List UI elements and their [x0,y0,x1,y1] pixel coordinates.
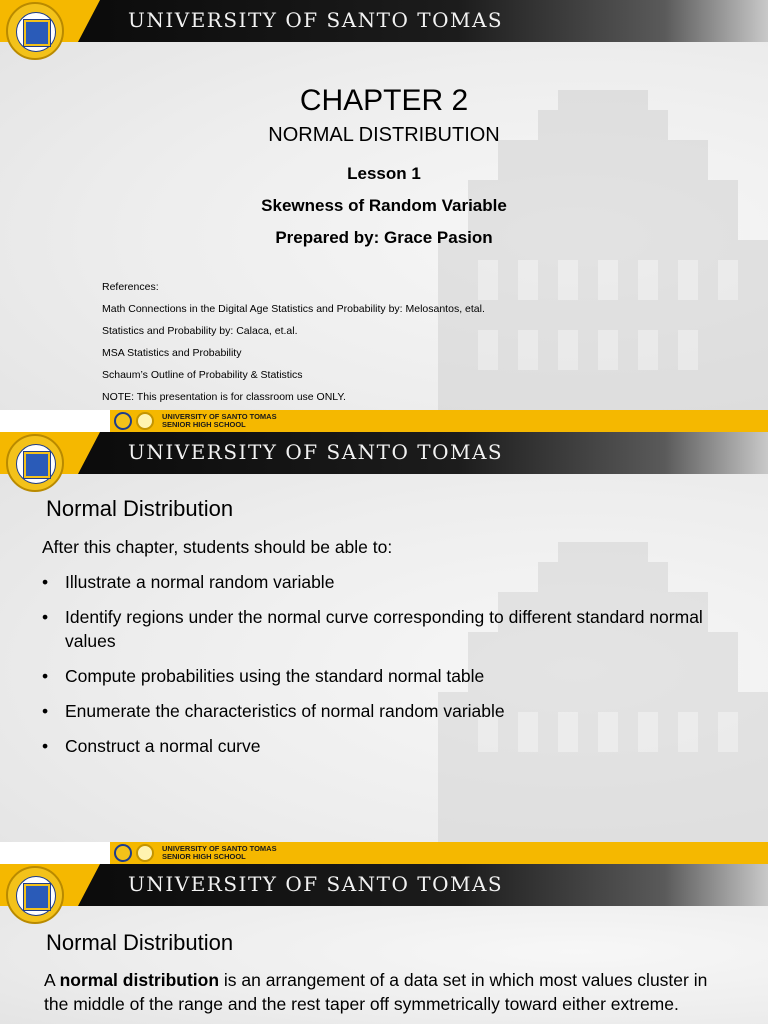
slide-heading: Normal Distribution [46,930,234,955]
slide-1 [0,0,768,432]
reference-item: Statistics and Probability by: Calaca, et.al. [102,325,298,337]
university-title: UNIVERSITY OF SANTO TOMAS [128,872,504,896]
defined-term: normal distribution [59,970,220,990]
ust-logo-icon [114,412,132,430]
slide-3 [0,864,768,1024]
footer-strip [0,410,768,432]
prepared-by: Prepared by: Grace Pasion [275,228,493,247]
footer-strip [0,842,768,864]
references-list [102,276,485,408]
references-heading: References: [102,281,159,293]
university-seal-icon [6,866,64,924]
reference-item: MSA Statistics and Probability [102,347,242,359]
ust-logo-icon [114,844,132,862]
list-item: • Identify regions under the normal curve corresponding to different standard normal values [42,605,722,653]
list-item: • Enumerate the characteristics of normal random variable [42,699,722,723]
list-item: • Illustrate a normal random variable [42,570,722,594]
header-banner [0,864,768,906]
reference-item: Schaum’s Outline of Probability & Statistics [102,369,303,381]
usage-note: NOTE: This presentation is for classroom use ONLY. [102,391,346,403]
chapter-subtitle: NORMAL DISTRIBUTION [268,124,500,146]
lesson-title: Skewness of Random Variable [261,196,507,215]
footer-label: UNIVERSITY OF SANTO TOMAS SENIOR HIGH SCHOOL [162,412,277,429]
definition-paragraph: A normal distribution is an arrangement of a data set in which most values cluster in the middle of the range and the rest taper off symmetrically toward either extreme. [44,970,708,1014]
slide-heading: Normal Distribution [46,496,234,521]
reference-item: Math Connections in the Digital Age Statistics and Probability by: Melosantos, etal. [102,303,485,315]
list-item: • Compute probabilities using the standard normal table [42,664,722,688]
university-title: UNIVERSITY OF SANTO TOMAS [128,8,504,32]
objectives-list [42,570,722,769]
footer-label: UNIVERSITY OF SANTO TOMAS SENIOR HIGH SCHOOL [162,844,277,861]
university-seal-icon [6,434,64,492]
shs-logo-icon [136,844,154,862]
lesson-number: Lesson 1 [347,164,421,183]
university-seal-icon [6,2,64,60]
chapter-title: CHAPTER 2 [299,84,469,117]
objectives-intro: After this chapter, students should be able to: [42,537,393,557]
shs-logo-icon [136,412,154,430]
university-title: UNIVERSITY OF SANTO TOMAS [128,440,504,464]
list-item: • Construct a normal curve [42,734,722,758]
header-banner [0,432,768,474]
header-banner [0,0,768,42]
slide-2 [0,432,768,864]
